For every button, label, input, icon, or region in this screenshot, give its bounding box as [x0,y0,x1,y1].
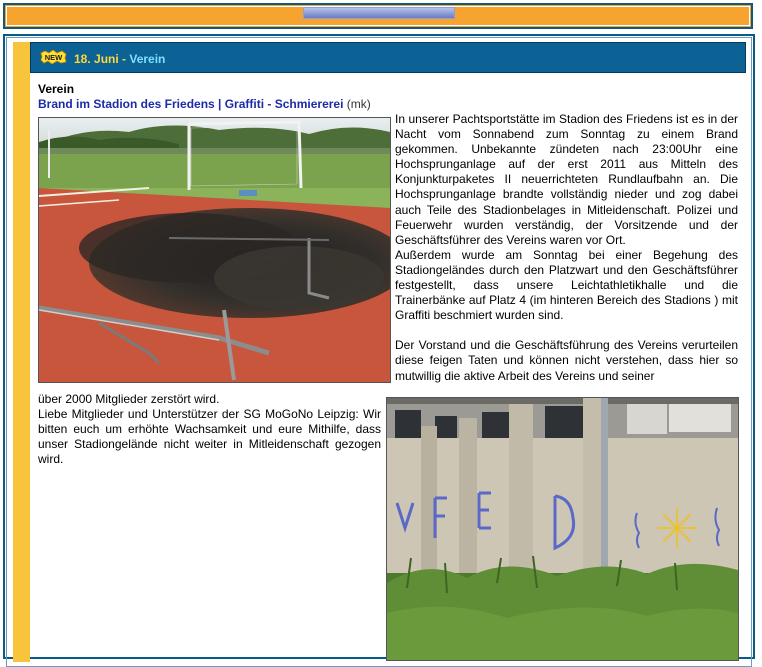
banner-image[interactable] [303,7,455,19]
article-body-top [395,112,738,384]
stadium-fire-image [39,118,390,382]
news-category: Verein [129,52,166,66]
new-badge-icon [40,50,67,64]
article-paragraph-2: Außerdem wurde am Sonntag bei einer Begehung des Stadiongeländes durch den Platzwart und den Geschäftsführer festgestellt, dass unsere Leichtathletikhalle und die Trainerbänke auf Platz 4 (im hinteren Bereich des Stadions ) mit Graffiti beschmiert wurden sind. [395,247,738,323]
article-paragraph-4: Liebe Mitglieder und Unterstützer der SG MoGoNo Leipzig: Wir bitten euch um erhöhte Wachsamkeit und eure Mithilfe, dass unser Stadiongelände nicht weiter in Mitleidenschaft gezogen wird. [38,407,381,467]
graffiti-wall-photo [386,397,739,661]
svg-text:NEW: NEW [44,53,63,62]
section-title: Verein [38,82,75,96]
side-stripe [13,42,30,662]
news-date: 18. Juni [74,52,119,66]
article-title-link[interactable]: Brand im Stadion des Friedens | Graffiti - Schmiererei [38,97,344,111]
burned-high-jump-photo [38,117,391,383]
news-header-title [74,52,165,66]
header-separator: - [118,52,130,66]
news-header [30,42,746,73]
graffiti-building-image [387,398,738,660]
article-author: (mk) [343,97,371,111]
article-body-bottom [38,392,381,467]
article-paragraph-3: Der Vorstand und die Geschäftsführung des Vereins verurteilen diese feigen Taten und können nicht verstehen, dass hier so mutwillig die aktive Arbeit des Vereins und seiner [395,338,738,383]
article-paragraph-1: In unserer Pachtsportstätte im Stadion des Friedens ist es in der Nacht vom Sonnabend zum Sonntag zu einem Brand gekommen. Unbekannte zündeten nach 23:00Uhr eine Hochsprunganlage auf der erst 2011 aus Mitteln des Konjunkturpaketes II neuerrichteten Rundlaufbahn an. Die Hochsprunganlage brandte vollständig nieder und zog dabei auch Teile des Stadionbelages in Mitleidenschaft. Polizei und Feuerwehr wurden verständig, der Vorsitzende und der Geschäftsführer des Vereins waren vor Ort. [395,112,738,247]
article-subtitle [38,97,371,111]
article-paragraph-3-continued: über 2000 Mitglieder zerstört wird. [38,392,220,406]
